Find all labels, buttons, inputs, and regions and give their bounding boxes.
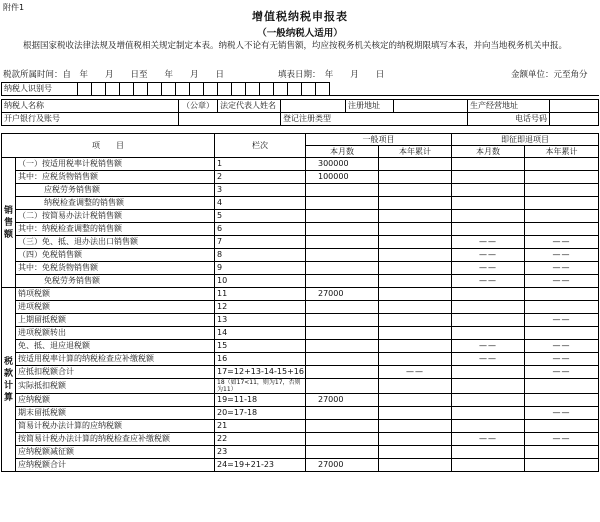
value-cell-year[interactable] (379, 446, 452, 459)
id-digit-cell[interactable] (176, 83, 190, 96)
value-cell-year[interactable] (379, 210, 452, 223)
row-line-no: 14 (215, 327, 306, 340)
value-cell-year[interactable] (379, 249, 452, 262)
row-line-no: 10 (215, 275, 306, 288)
value-cell-ryear: —— (525, 366, 599, 379)
id-digit-cell[interactable] (316, 83, 330, 96)
value-cell-rmonth[interactable] (452, 288, 525, 301)
table-row (2, 420, 599, 433)
row-label: 免税劳务销售额 (16, 275, 215, 288)
row-line-no: 8 (215, 249, 306, 262)
group-tax-calc: 税款计算 (2, 288, 16, 472)
row-label: 按简易计税办法计算的纳税检查应补缴税额 (16, 433, 215, 446)
row-label: （一）按适用税率计税销售额 (16, 158, 215, 171)
value-cell-rmonth[interactable] (452, 223, 525, 236)
taxpayer-info-table-2 (1, 99, 599, 126)
value-cell-year[interactable] (379, 407, 452, 420)
value-cell-year[interactable] (379, 394, 452, 407)
value-cell-ryear: —— (525, 262, 599, 275)
row-label: 实际抵扣税额 (16, 379, 215, 394)
id-digit-cell[interactable] (120, 83, 134, 96)
row-label: 其中：应税货物销售额 (16, 171, 215, 184)
amount-unit: 金额单位：元至角分 (511, 70, 588, 80)
table-row (2, 446, 599, 459)
value-cell-rmonth: —— (452, 262, 525, 275)
value-cell-year[interactable] (379, 223, 452, 236)
value-cell-rmonth[interactable] (452, 197, 525, 210)
value-cell-ryear: —— (525, 314, 599, 327)
value-cell-ryear: —— (525, 249, 599, 262)
table-row (2, 340, 599, 353)
value-cell-month[interactable] (306, 420, 379, 433)
value-cell-month[interactable] (306, 249, 379, 262)
table-row (2, 327, 599, 340)
refund-month-header: 本月数 (452, 146, 525, 158)
id-digit-cell[interactable] (246, 83, 260, 96)
reg-type-field[interactable] (346, 113, 468, 126)
value-cell-month[interactable] (306, 223, 379, 236)
row-label: 应纳税额合计 (16, 459, 215, 472)
value-cell-ryear: —— (525, 236, 599, 249)
biz-addr-label: 生产经营地址 (468, 100, 550, 113)
table-row (2, 353, 599, 366)
value-cell-rmonth[interactable] (452, 407, 525, 420)
id-digit-cell[interactable] (274, 83, 288, 96)
general-year-header: 本年累计 (379, 146, 452, 158)
row-label: 免、抵、退应退税额 (16, 340, 215, 353)
id-digit-cell[interactable] (288, 83, 302, 96)
value-cell-year[interactable] (379, 327, 452, 340)
table-row (2, 262, 599, 275)
value-cell-month[interactable] (306, 407, 379, 420)
table-row (2, 197, 599, 210)
value-cell-month[interactable] (306, 379, 379, 394)
row-label: 其中：纳税检查调整的销售额 (16, 223, 215, 236)
value-cell-ryear[interactable] (525, 158, 599, 171)
value-cell-rmonth: —— (452, 236, 525, 249)
table-row (2, 236, 599, 249)
intro-text: 根据国家税收法律法规及增值税相关规定制定本表。纳税人不论有无销售额，均应按税务机关核定的纳税期限填写本表，并向当地税务机关申报。 (23, 41, 568, 51)
value-cell-month[interactable] (306, 275, 379, 288)
value-cell-year[interactable] (379, 433, 452, 446)
id-digit-cell[interactable] (78, 83, 92, 96)
id-digit-cell[interactable] (92, 83, 106, 96)
value-cell-year[interactable] (379, 340, 452, 353)
taxpayer-name-label: 纳税人名称 (2, 100, 179, 113)
table-row (2, 366, 599, 379)
value-cell-rmonth[interactable] (452, 459, 525, 472)
value-cell-ryear: —— (525, 433, 599, 446)
id-digit-cell[interactable] (218, 83, 232, 96)
row-line-no: 3 (215, 184, 306, 197)
row-line-no: 16 (215, 353, 306, 366)
form-subtitle: （一般纳税人适用） (257, 28, 343, 39)
id-digit-cell[interactable] (260, 83, 274, 96)
row-line-no: 20=17-18 (215, 407, 306, 420)
row-label: 按适用税率计算的纳税检查应补缴税额 (16, 353, 215, 366)
row-line-no: 22 (215, 433, 306, 446)
value-cell-month[interactable] (306, 340, 379, 353)
row-line-no: 9 (215, 262, 306, 275)
value-cell-rmonth[interactable] (452, 420, 525, 433)
value-cell-rmonth[interactable] (452, 301, 525, 314)
value-cell-ryear: —— (525, 353, 599, 366)
value-cell-year[interactable] (379, 275, 452, 288)
value-cell-ryear: —— (525, 407, 599, 420)
value-cell-rmonth[interactable] (452, 327, 525, 340)
value-cell-ryear[interactable] (525, 288, 599, 301)
value-cell-ryear[interactable] (525, 301, 599, 314)
declaration-table (1, 133, 599, 472)
value-cell-year[interactable] (379, 262, 452, 275)
value-cell-month[interactable] (306, 184, 379, 197)
row-label: 纳税检查调整的销售额 (16, 197, 215, 210)
value-cell-rmonth[interactable] (452, 171, 525, 184)
value-cell-ryear: —— (525, 340, 599, 353)
value-cell-ryear[interactable] (525, 223, 599, 236)
value-cell-rmonth: —— (452, 353, 525, 366)
legal-rep-label: 法定代表人姓名 (218, 100, 281, 113)
table-row (2, 171, 599, 184)
row-label: 期末留抵税额 (16, 407, 215, 420)
row-line-no: 15 (215, 340, 306, 353)
value-cell-month[interactable]: 27000 (306, 459, 379, 472)
value-cell-year[interactable] (379, 288, 452, 301)
row-line-no: 23 (215, 446, 306, 459)
fill-date: 填表日期： 年 月 日 (278, 70, 385, 80)
value-cell-month[interactable] (306, 236, 379, 249)
phone-field[interactable] (550, 113, 599, 126)
table-row (2, 407, 599, 420)
value-cell-ryear[interactable] (525, 171, 599, 184)
taxpayer-id-label: 纳税人识别号 (2, 83, 78, 96)
row-label: （二）按简易办法计税销售额 (16, 210, 215, 223)
value-cell-rmonth[interactable] (452, 394, 525, 407)
form-title: 增值税纳税申报表 (252, 10, 348, 23)
blank-cell (330, 83, 599, 96)
reg-addr-label: 注册地址 (346, 100, 394, 113)
value-cell-year[interactable] (379, 379, 452, 394)
value-cell-month[interactable]: 27000 (306, 288, 379, 301)
value-cell-year: —— (379, 366, 452, 379)
value-cell-month[interactable] (306, 446, 379, 459)
value-cell-ryear[interactable] (525, 184, 599, 197)
general-header: 一般项目 (306, 134, 452, 146)
table-row (2, 314, 599, 327)
value-cell-ryear[interactable] (525, 420, 599, 433)
row-line-no: 21 (215, 420, 306, 433)
value-cell-year[interactable] (379, 301, 452, 314)
row-line-no: 6 (215, 223, 306, 236)
value-cell-rmonth[interactable] (452, 184, 525, 197)
table-row (2, 379, 599, 394)
row-label: 简易计税办法计算的应纳税额 (16, 420, 215, 433)
row-line-no: 7 (215, 236, 306, 249)
table-row (2, 459, 599, 472)
row-line-no: 17=12+13-14-15+16 (215, 366, 306, 379)
value-cell-ryear: —— (525, 275, 599, 288)
value-cell-rmonth[interactable] (452, 158, 525, 171)
row-label: 应抵扣税额合计 (16, 366, 215, 379)
row-line-no: 11 (215, 288, 306, 301)
table-row (2, 301, 599, 314)
id-digit-cell[interactable] (106, 83, 120, 96)
id-digit-cell[interactable] (134, 83, 148, 96)
value-cell-rmonth[interactable] (452, 314, 525, 327)
value-cell-rmonth: —— (452, 433, 525, 446)
reg-addr-field[interactable] (394, 100, 468, 113)
value-cell-month[interactable] (306, 197, 379, 210)
table-row (2, 158, 599, 171)
table-row (2, 210, 599, 223)
value-cell-month[interactable] (306, 433, 379, 446)
value-cell-rmonth[interactable] (452, 446, 525, 459)
row-line-no: 2 (215, 171, 306, 184)
row-line-no: 24=19+21-23 (215, 459, 306, 472)
id-digit-cell[interactable] (148, 83, 162, 96)
tax-period: 税款所属时间：自 年 月 日至 年 月 日 (3, 70, 225, 80)
value-cell-rmonth[interactable] (452, 210, 525, 223)
value-cell-year[interactable] (379, 184, 452, 197)
table-row (2, 223, 599, 236)
row-line-no: 4 (215, 197, 306, 210)
value-cell-month[interactable] (306, 301, 379, 314)
id-digit-cell[interactable] (190, 83, 204, 96)
value-cell-month[interactable] (306, 262, 379, 275)
row-label: 销项税额 (16, 288, 215, 301)
legal-rep-field[interactable] (281, 100, 346, 113)
row-label: （四）免税销售额 (16, 249, 215, 262)
value-cell-ryear[interactable] (525, 197, 599, 210)
value-cell-month[interactable] (306, 327, 379, 340)
value-cell-month[interactable]: 100000 (306, 171, 379, 184)
value-cell-rmonth: —— (452, 275, 525, 288)
row-line-no: 13 (215, 314, 306, 327)
row-line-no: 1 (215, 158, 306, 171)
value-cell-ryear[interactable] (525, 394, 599, 407)
value-cell-rmonth[interactable] (452, 366, 525, 379)
value-cell-year[interactable] (379, 197, 452, 210)
value-cell-year[interactable] (379, 236, 452, 249)
id-digit-cell[interactable] (232, 83, 246, 96)
row-line-no: 12 (215, 301, 306, 314)
row-label: 应纳税额 (16, 394, 215, 407)
value-cell-month[interactable] (306, 353, 379, 366)
row-label: 进项税额 (16, 301, 215, 314)
row-label: （三）免、抵、退办法出口销售额 (16, 236, 215, 249)
value-cell-ryear[interactable] (525, 459, 599, 472)
value-cell-year[interactable] (379, 420, 452, 433)
table-row (2, 288, 599, 301)
reg-type-label: 登记注册类型 (281, 113, 346, 126)
phone-label: 电话号码 (468, 113, 550, 126)
seal-label: （公章） (179, 100, 218, 113)
value-cell-month[interactable]: 300000 (306, 158, 379, 171)
line-header: 栏次 (215, 134, 306, 158)
table-row (2, 184, 599, 197)
value-cell-month[interactable]: 27000 (306, 394, 379, 407)
value-cell-ryear[interactable] (525, 210, 599, 223)
row-label: 上期留抵税额 (16, 314, 215, 327)
table-row (2, 394, 599, 407)
id-digit-cell[interactable] (162, 83, 176, 96)
row-line-no: 5 (215, 210, 306, 223)
row-line-no: 19=11-18 (215, 394, 306, 407)
id-digit-cell[interactable] (302, 83, 316, 96)
row-line-no: 18（如17<11，则为17，否则为11） (215, 379, 306, 394)
value-cell-month[interactable] (306, 314, 379, 327)
value-cell-rmonth[interactable] (452, 379, 525, 394)
value-cell-rmonth: —— (452, 249, 525, 262)
value-cell-ryear[interactable] (525, 379, 599, 394)
annex-label: 附件1 (3, 3, 25, 12)
row-label: 其中：免税货物销售额 (16, 262, 215, 275)
table-row (2, 249, 599, 262)
row-label: 应税劳务销售额 (16, 184, 215, 197)
item-header: 项 目 (2, 134, 215, 158)
row-label: 进项税额转出 (16, 327, 215, 340)
value-cell-month[interactable] (306, 210, 379, 223)
group-sales: 销售额 (2, 158, 16, 288)
bank-field[interactable] (179, 113, 281, 126)
id-digit-cell[interactable] (204, 83, 218, 96)
table-row (2, 275, 599, 288)
bank-label: 开户银行及账号 (2, 113, 179, 126)
value-cell-year[interactable] (379, 171, 452, 184)
value-cell-year[interactable] (379, 158, 452, 171)
table-row (2, 433, 599, 446)
value-cell-rmonth: —— (452, 340, 525, 353)
row-label: 应纳税额减征额 (16, 446, 215, 459)
value-cell-ryear[interactable] (525, 327, 599, 340)
value-cell-year[interactable] (379, 459, 452, 472)
value-cell-year[interactable] (379, 353, 452, 366)
refund-header: 即征即退项目 (452, 134, 599, 146)
general-month-header: 本月数 (306, 146, 379, 158)
refund-year-header: 本年累计 (525, 146, 599, 158)
biz-addr-field[interactable] (550, 100, 599, 113)
value-cell-ryear[interactable] (525, 446, 599, 459)
value-cell-month[interactable] (306, 366, 379, 379)
taxpayer-info-table (1, 82, 599, 96)
value-cell-year[interactable] (379, 314, 452, 327)
